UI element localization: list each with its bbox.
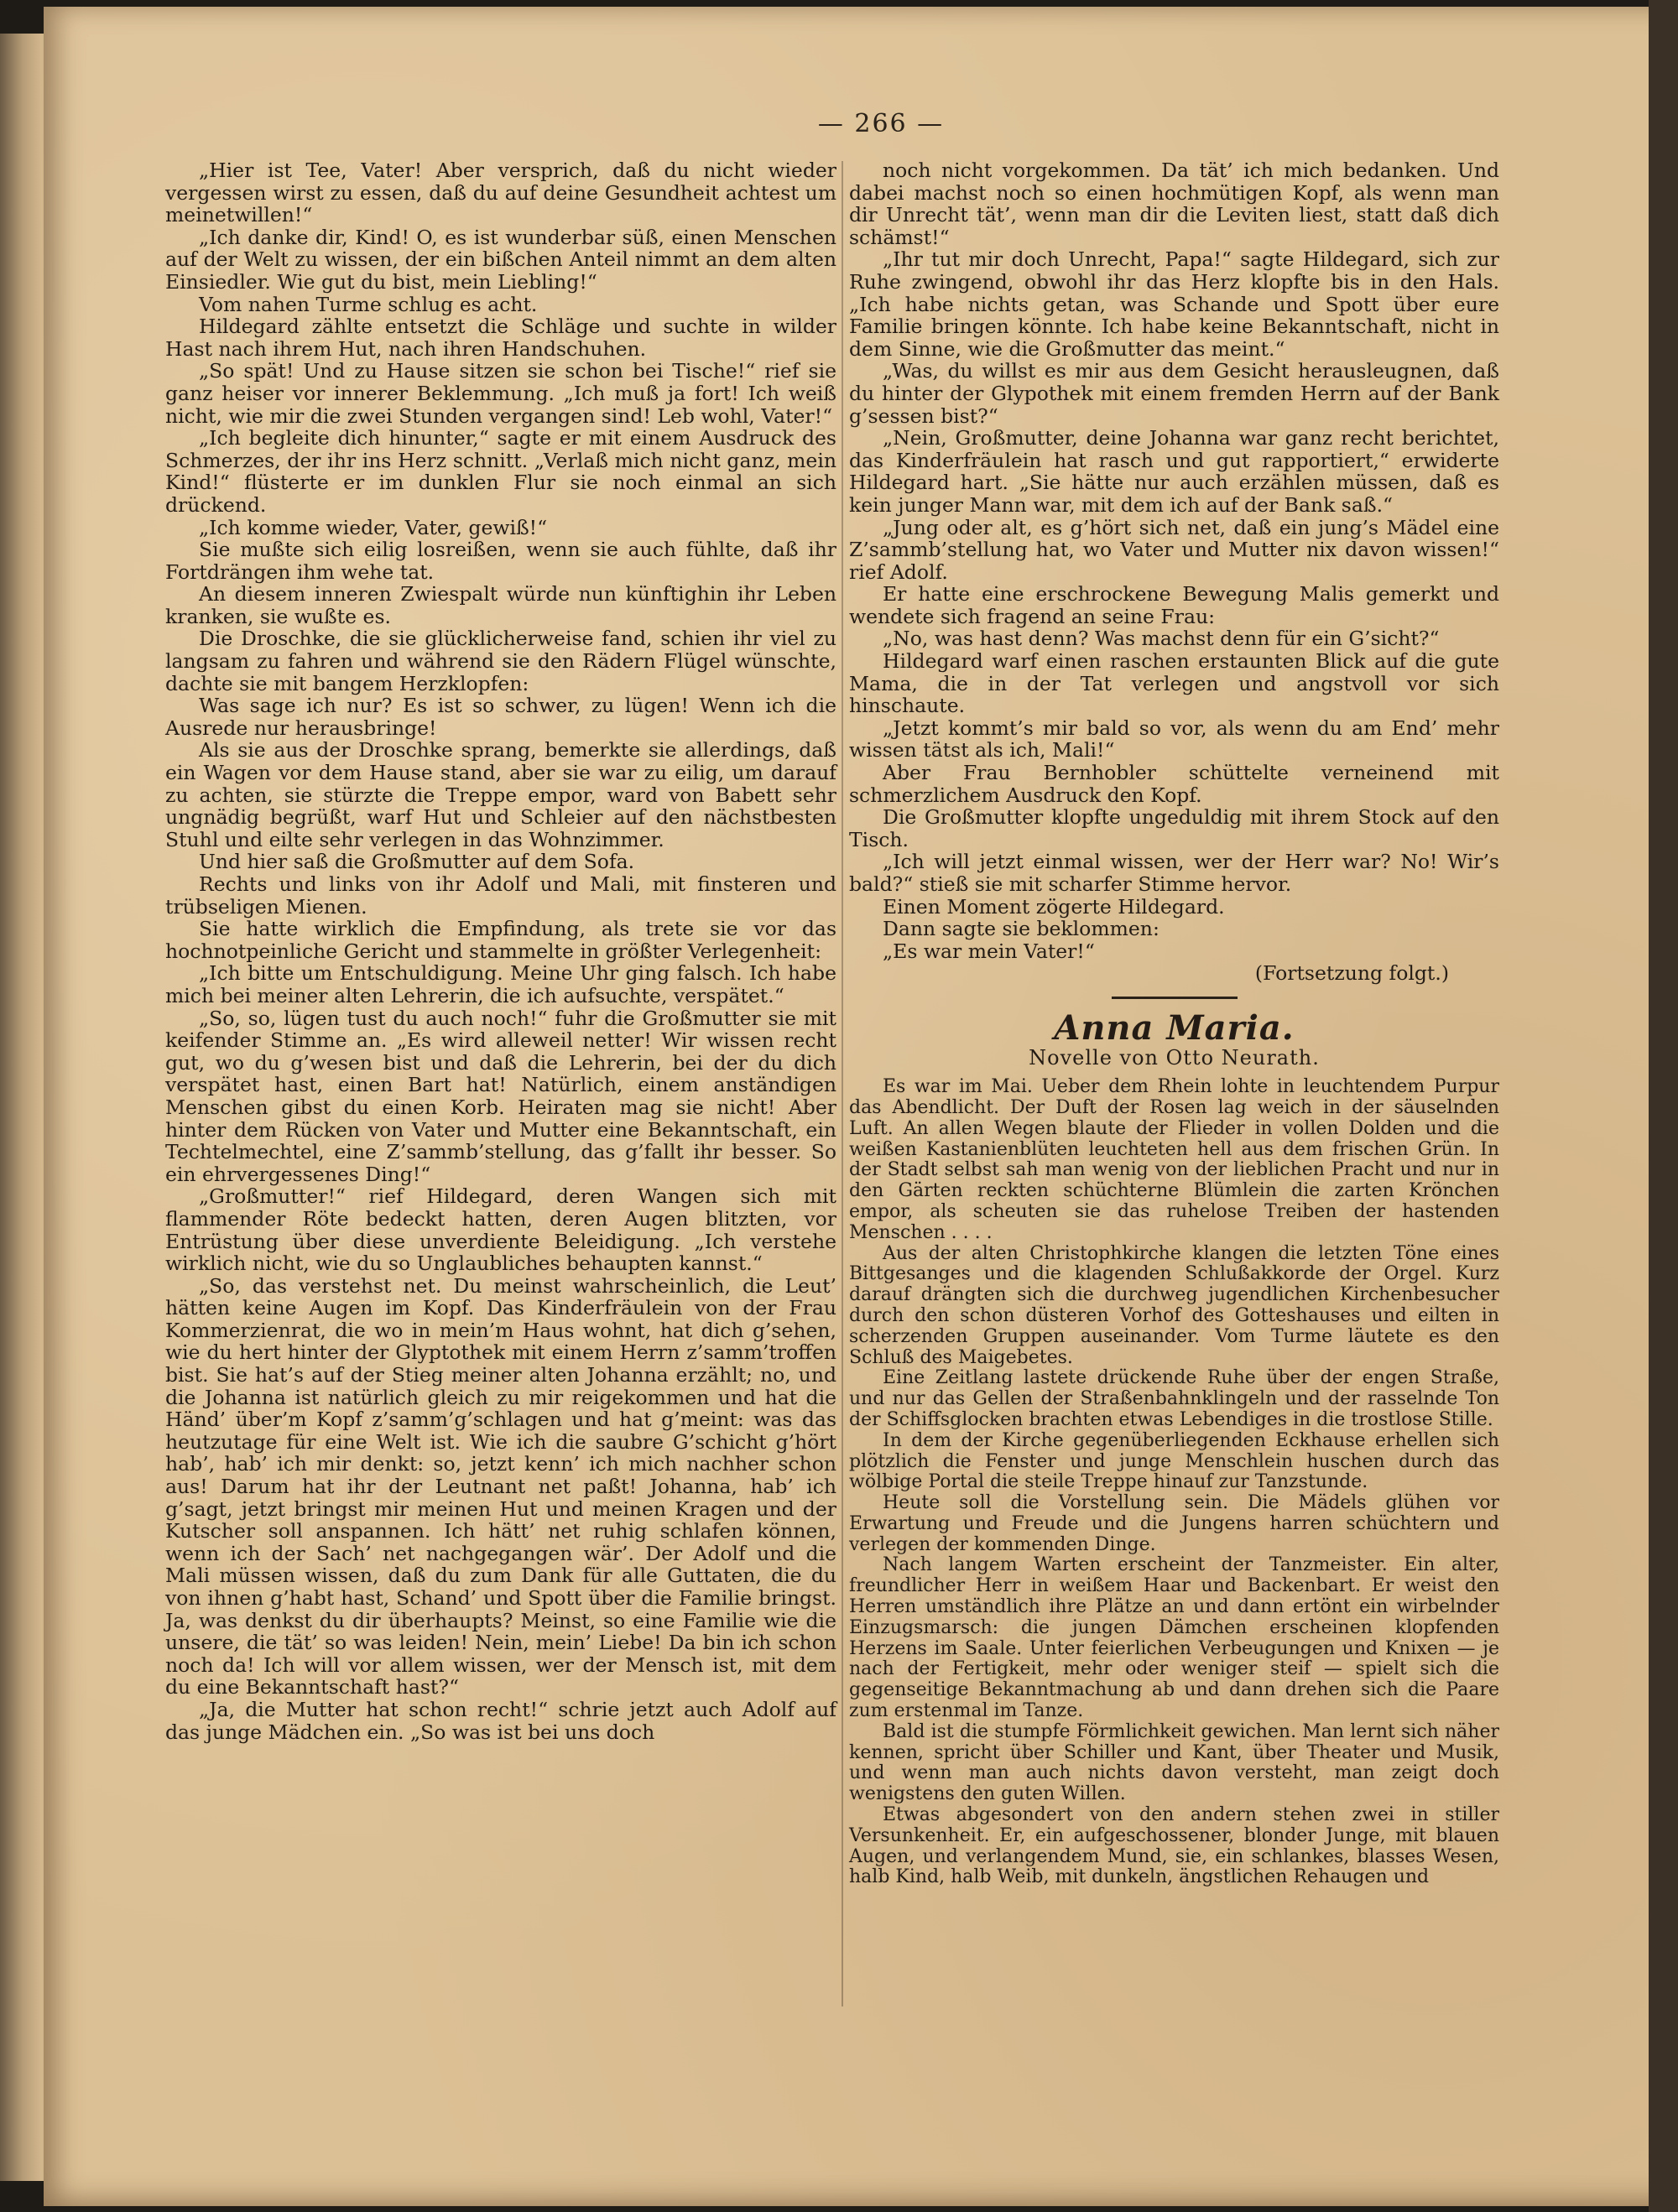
paragraph: „Ich bitte um Entschuldigung. Meine Uhr ging falsch. Ich habe mich bei meiner alten Lehrerin, die ich aufsuchte, verspätet.“ xyxy=(165,961,836,1007)
continued-note: (Fortsetzung folgt.) xyxy=(1254,961,1449,986)
paragraph: An diesem inneren Zwiespalt würde nun künftighin ihr Leben kranken, sie wußte es. xyxy=(165,582,836,628)
paragraph: „Was, du willst es mir aus dem Gesicht herausleugnen, daß du hinter der Glypothek mit einem fremden Herrn auf der Bank g’sessen bist?“ xyxy=(849,359,1499,428)
paragraph: Sie mußte sich eilig losreißen, wenn sie auch fühlte, daß ihr Fortdrängen ihm wehe tat. xyxy=(165,538,836,584)
page-number: — 266 — xyxy=(817,109,945,138)
paragraph: „Jetzt kommt’s mir bald so vor, als wenn du am End’ mehr wissen tätst als ich, Mali!“ xyxy=(849,716,1499,762)
scan-edge xyxy=(1649,0,1678,2212)
paragraph: In dem der Kirche gegenüberliegenden Eckhause erhellen sich plötzlich die Fenster und junge Menschlein huschen durch das wölbige Portal die steile Treppe hinauf zur Tanzstunde. xyxy=(849,1429,1499,1493)
paragraph: „Ich komme wieder, Vater, gewiß!“ xyxy=(199,515,548,539)
paragraph: Aber Frau Bernhobler schüttelte verneinend mit schmerzlichem Ausdruck den Kopf. xyxy=(849,761,1499,807)
paragraph: Und hier saß die Großmutter auf dem Sofa. xyxy=(199,850,635,874)
paragraph: „So spät! Und zu Hause sitzen sie schon bei Tische!“ rief sie ganz heiser vor innerer Beklemmung. „Ich muß ja fort! Ich weiß nicht, wie mir die zwei Stunden vergangen sind! Leb wohl, Vater!“ xyxy=(165,359,836,428)
paragraph: „Ich will jetzt einmal wissen, wer der Herr war? No! Wir’s bald?“ stieß sie mit scharfer Stimme hervor. xyxy=(849,850,1499,896)
paragraph: „Ich begleite dich hinunter,“ sagte er mit einem Ausdruck des Schmerzes, der ihr ins Herz schnitt. „Verlaß mich nicht ganz, mein Kind!“ flüsterte er im dunklen Flur sie noch einmal an sich drückend. xyxy=(165,426,836,517)
story-subtitle: Novelle von Otto Neurath. xyxy=(1029,1045,1320,1070)
paragraph: Nach langem Warten erscheint der Tanzmeister. Ein alter, freundlicher Herr in weißem Haar und Backenbart. Er weist den Herren umständlich ihre Plätze an und dann ertönt ein wirbelnder Einzugsmarsch: die jungen Dämchen erscheinen klopfenden Herzens im Saale. Unter feierlichen Verbeugungen und Knixen — je nach der Fertigkeit, mehr oder weniger steif — spielt sich die gegenseitige Bekanntmachung ab und dann drehen sich die Paare zum erstenmal im Tanze. xyxy=(849,1554,1499,1722)
section-rule xyxy=(1112,997,1238,999)
paragraph: „So, so, lügen tust du auch noch!“ fuhr die Großmutter sie mit keifender Stimme an. „Es wird alleweil netter! Wir wissen recht gut, wo du g’wesen bist und daß die Lehrerin, bei der du dich verspätet hast, einen Bart hat! Natürlich, einem anständigen Menschen gibst du einen Korb. Heiraten mag sie nicht! Aber hinter dem Rücken von Vater und Mutter eine Bekanntschaft, ein Techtelmechtel, eine Z’sammb’stellung, das g’fallt ihr besser. So ein ehrvergessenes Ding!“ xyxy=(165,1006,836,1186)
paragraph: Dann sagte sie beklommen: xyxy=(883,917,1159,941)
paragraph: „Jung oder alt, es g’hört sich net, daß ein jung’s Mädel eine Z’sammb’stellung hat, wo Vater und Mutter nix davon wissen!“ rief Adolf. xyxy=(849,515,1499,584)
paragraph: „Großmutter!“ rief Hildegard, deren Wangen sich mit flammender Röte bedeckt hatten, deren Augen blitzten, vor Entrüstung über diese unverdiente Beleidigung. „Ich verstehe wirklich nicht, wie du so Unglaubliches behaupten kannst.“ xyxy=(165,1184,836,1276)
paragraph: Die Droschke, die sie glücklicherweise fand, schien ihr viel zu langsam zu fahren und während sie den Rädern Flügel wünschte, dachte sie mit bangem Herzklopfen: xyxy=(165,627,836,695)
paragraph: „Ihr tut mir doch Unrecht, Papa!“ sagte Hildegard, sich zur Ruhe zwingend, obwohl ihr das Herz klopfte bis in den Hals. „Ich habe nichts getan, was Schande und Spott über eure Familie bringen könnte. Ich habe keine Bekanntschaft, nicht in dem Sinne, wie die Großmutter das meint.“ xyxy=(849,247,1499,361)
paragraph: noch nicht vorgekommen. Da tät’ ich mich bedanken. Und dabei machst noch so einen hochmütigen Kopf, als wenn man dir Unrecht tät’, wenn man dir die Leviten liest, statt daß dich schämst!“ xyxy=(849,159,1499,249)
column-divider xyxy=(842,161,843,2006)
right-column xyxy=(849,159,1499,1888)
story-body xyxy=(849,1077,1499,1888)
paragraph: „So, das verstehst net. Du meinst wahrscheinlich, die Leut’ hätten keine Augen im Kopf. Das Kinderfräulein von der Frau Kommerzienrat, die wo in mein’m Haus wohnt, hat dich g’sehen, wie du hert hinter der Glyptothek mit einem Herrn z’samm’troffen bist. Sie hat’s auf der Stieg meiner alten Johanna erzählt; no, und die Johanna ist natürlich gleich zu mir reigekommen und hat die Händ’ über’m Kopf z’samm’g’schlagen und hat g’meint: was das heutzutage für eine Welt ist. Wie ich die saubre G’schicht g’hört hab’, hab’ ich mir denkt: so, jetzt kenn’ ich mich nachher schon aus! Darum hat ihr der Leutnant net paßt! Johanna, hab’ ich g’sagt, jetzt bringst mir meinen Hut und meinen Kragen und der Kutscher soll anspannen. Ich hätt’ net ruhig schlafen können, wenn ich der Sach’ net nachgegangen wär’. Der Adolf und die Mali müssen wissen, daß du zum Dank für alle Guttaten, die du von ihnen g’habt hast, Schand’ und Spott über die Familie bringst. Ja, was denkst du dir überhaupts? Meinst, so eine Familie wie die unsere, die tät’ so was leiden! Nein, mein’ Liebe! Da bin ich schon noch da! Ich will vor allem wissen, wer der Mensch ist, mit dem du eine Bekanntschaft hast?“ xyxy=(165,1273,836,1699)
paragraph: Eine Zeitlang lastete drückende Ruhe über der engen Straße, und nur das Gellen der Straßenbahnklingeln und der rasselnde Ton der Schiffsglocken brachten etwas Lebendiges in die trostlose Stille. xyxy=(849,1367,1499,1430)
paragraph: Einen Moment zögerte Hildegard. xyxy=(883,894,1225,919)
paragraph: Er hatte eine erschrockene Bewegung Malis gemerkt und wendete sich fragend an seine Frau: xyxy=(849,582,1499,628)
story-title: Anna Maria. xyxy=(1054,1007,1295,1048)
paragraph: Sie hatte wirklich die Empfindung, als trete sie vor das hochnotpeinliche Gericht und stammelte in größter Verlegenheit: xyxy=(165,917,836,963)
serial-continuation xyxy=(849,159,1499,962)
paragraph: „Ich danke dir, Kind! O, es ist wunderbar süß, einen Menschen auf der Welt zu wissen, der ein bißchen Anteil nimmt an dem alten Einsiedler. Wie gut du bist, mein Liebling!“ xyxy=(165,225,836,294)
left-column xyxy=(165,159,836,1743)
paragraph: Was sage ich nur? Es ist so schwer, zu lügen! Wenn ich die Ausrede nur herausbringe! xyxy=(165,694,836,740)
paragraph: Hildegard warf einen raschen erstaunten Blick auf die gute Mama, die in der Tat verlegen und angstvoll vor sich hinschaute. xyxy=(849,649,1499,718)
paragraph: Vom nahen Turme schlug es acht. xyxy=(199,292,538,316)
paragraph: Die Großmutter klopfte ungeduldig mit ihrem Stock auf den Tisch. xyxy=(849,805,1499,851)
paragraph: „Hier ist Tee, Vater! Aber versprich, daß du nicht wieder vergessen wirst zu essen, daß du auf deine Gesundheit achtest um meinetwillen!“ xyxy=(165,159,836,227)
paragraph: Als sie aus der Droschke sprang, bemerkte sie allerdings, daß ein Wagen vor dem Hause stand, aber sie war zu eilig, um darauf zu achten, sie stürzte die Treppe empor, ward von Babett sehr ungnädig begrüßt, warf Hut und Schleier auf den nächstbesten Stuhl und eilte sehr verlegen in das Wohnzimmer. xyxy=(165,738,836,851)
paragraph: „Es war mein Vater!“ xyxy=(883,939,1095,963)
paragraph: Bald ist die stumpfe Förmlichkeit gewichen. Man lernt sich näher kennen, spricht über Schiller und Kant, über Theater und Musik, und wenn man auch nichts davon versteht, man zeigt doch wenigstens den guten Willen. xyxy=(849,1720,1499,1805)
paragraph: „Nein, Großmutter, deine Johanna war ganz recht berichtet, das Kinderfräulein hat rasch und gut rapportiert,“ erwiderte Hildegard hart. „Sie hätte nur auch erzählen müssen, daß es kein junger Mann war, mit dem ich auf der Bank saß.“ xyxy=(849,426,1499,517)
paragraph: Rechts und links von ihr Adolf und Mali, mit finsteren und trübseligen Mienen. xyxy=(165,872,836,919)
paragraph: Aus der alten Christophkirche klangen die letzten Töne eines Bittgesanges und die klagenden Schlußakkorde der Orgel. Kurz darauf drängten sich die durchweg jugendlichen Kirchenbesucher durch den schon düsteren Vorhof des Gotteshauses und eilten in scherzenden Gruppen auseinander. Vom Turme läutete es den Schluß des Maigebetes. xyxy=(849,1242,1499,1368)
paragraph: Es war im Mai. Ueber dem Rhein lohte in leuchtendem Purpur das Abendlicht. Der Duft der Rosen lag weich in der säuselnden Luft. An allen Wegen blaute der Flieder in vollen Dolden und die weißen Kastanienblüten leuchteten hell aus dem frischen Grün. In der Stadt selbst sah man wenig von der lieblichen Pracht und nur in den Gärten reckten schüchterne Blümlein die zarten Krönchen empor, als scheuten sie das ruhelose Treiben der hastenden Menschen . . . . xyxy=(849,1076,1499,1243)
paragraph: Hildegard zählte entsetzt die Schläge und suchte in wilder Hast nach ihrem Hut, nach ihren Handschuhen. xyxy=(165,315,836,361)
paragraph: Heute soll die Vorstellung sein. Die Mädels glühen vor Erwartung und Freude und die Jungens harren schüchtern und verlegen der kommenden Dinge. xyxy=(849,1492,1499,1555)
paragraph: „No, was hast denn? Was machst denn für ein G’sicht?“ xyxy=(883,627,1440,651)
paragraph: Etwas abgesondert von den andern stehen zwei in stiller Versunkenheit. Er, ein aufgeschossener, blonder Junge, mit blauen Augen, und verlangendem Mund, sie, ein schlankes, blasses Wesen, halb Kind, halb Weib, mit dunkeln, ängstlichen Rehaugen und xyxy=(849,1804,1499,1888)
paragraph: „Ja, die Mutter hat schon recht!“ schrie jetzt auch Adolf auf das junge Mädchen ein. „So was ist bei uns doch xyxy=(165,1697,836,1744)
